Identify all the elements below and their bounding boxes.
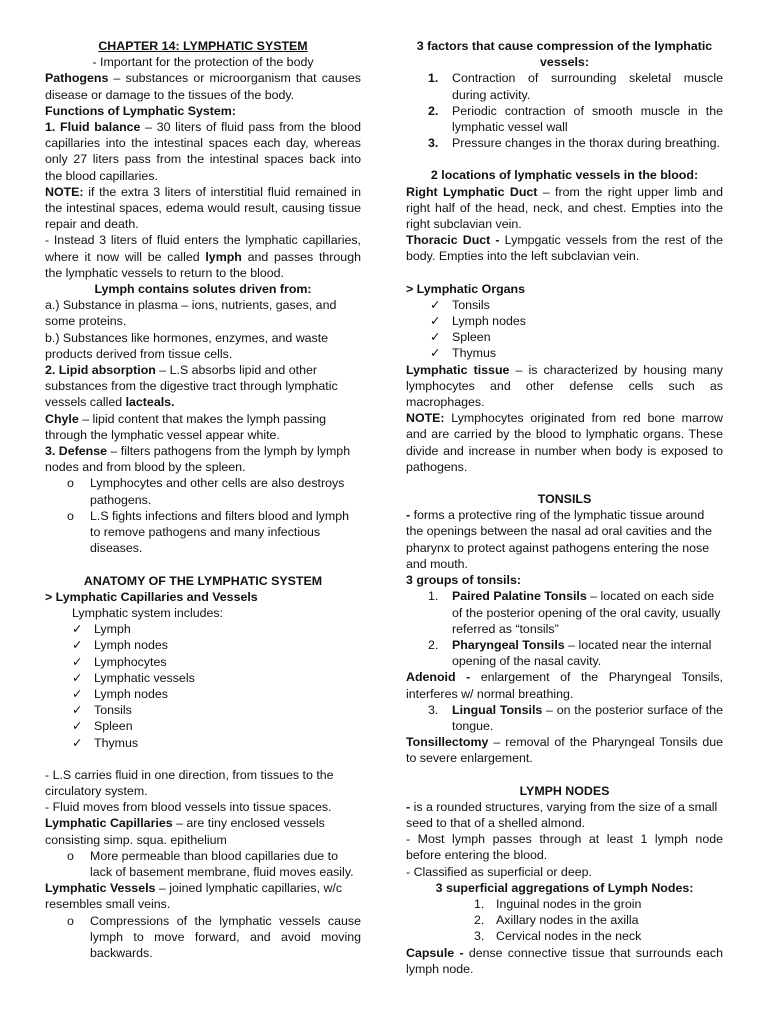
capsule-definition: dense connective tissue that surrounds each lymph node. xyxy=(406,945,723,976)
lingual-tonsils-term: Lingual Tonsils xyxy=(452,702,543,717)
lipid-term: 2. Lipid absorption xyxy=(45,363,156,378)
organs-list xyxy=(430,297,723,362)
instead-text-post: and passes through the lymphatic vessels to return to the blood. xyxy=(45,249,361,280)
list-item xyxy=(428,637,723,669)
nodes-most-paragraph: - Most lymph passes through at least 1 lymph node before entering the blood. xyxy=(406,832,723,863)
includes-label: Lymphatic system includes: xyxy=(72,605,224,620)
list-number: 3. xyxy=(474,929,485,944)
superficial-list xyxy=(474,896,723,945)
tonsillectomy-paragraph xyxy=(406,734,723,766)
includes-item: Tonsils xyxy=(94,703,132,718)
thoracic-duct-paragraph xyxy=(406,232,723,264)
factors-list xyxy=(428,70,723,151)
pharyngeal-tonsils-text xyxy=(452,637,723,669)
instead-text-pre: - Instead 3 liters of fluid enters the lymphatic capillaries, where it now will be called xyxy=(45,233,361,264)
capillaries-bullet-list xyxy=(67,848,361,880)
palatine-tonsils-term: Paired Palatine Tonsils xyxy=(452,589,587,604)
right-note-term: NOTE: xyxy=(406,411,445,426)
list-item xyxy=(72,686,361,702)
pathogens-definition: – substances or microorganism that causes disease or damage to the tissues of the body. xyxy=(45,71,361,102)
list-item xyxy=(428,588,723,637)
palatine-tonsils-definition: – located on each side of the posterior opening of the oral cavity, usually referred as “tonsils” xyxy=(452,589,721,636)
list-item xyxy=(67,848,361,880)
tonsils-intro-paragraph xyxy=(406,507,723,572)
fluid-balance-definition: – 30 liters of fluid pass from the blood capillaries into the intestinal spaces each day, whereas only 27 liters pass from the intestinal spaces back into the blood capillaries. xyxy=(45,120,361,183)
chapter-subtitle: - Important for the protection of the body xyxy=(92,55,314,70)
includes-item: Lymph xyxy=(94,622,131,637)
bullet-marker: o xyxy=(67,508,74,523)
vessels-bullet-list xyxy=(67,913,361,962)
vessels-definition: – joined lymphatic capillaries, w/c resembles small veins. xyxy=(45,881,343,912)
superficial-heading: 3 superficial aggregations of Lymph Nodes: xyxy=(435,880,694,895)
lymph-nodes-heading: LYMPH NODES xyxy=(519,783,610,798)
list-item xyxy=(428,70,723,102)
pathogens-paragraph xyxy=(45,70,361,102)
check-icon: ✓ xyxy=(72,670,83,685)
factor-text: Contraction of surrounding skeletal muscle during activity. xyxy=(452,71,723,102)
lingual-list xyxy=(428,702,723,734)
instead-paragraph xyxy=(45,232,361,281)
includes-list xyxy=(72,621,361,751)
check-icon: ✓ xyxy=(430,314,441,329)
check-icon: ✓ xyxy=(430,346,441,361)
palatine-tonsils-text xyxy=(452,588,723,637)
capillaries-bullet-text: More permeable than blood capillaries due to lack of basement membrane, fluid moves easily. xyxy=(90,848,354,879)
tonsillectomy-definition: – removal of the Pharyngeal Tonsils due to severe enlargement. xyxy=(406,735,723,766)
includes-item: Lymph nodes xyxy=(94,686,168,701)
right-duct-definition: – from the right upper limb and right half of the head, neck, and chest. Empties into the right subclavian vein. xyxy=(406,184,723,232)
defense-term: 3. Defense xyxy=(45,444,107,459)
organ-item: Lymph nodes xyxy=(452,314,526,329)
check-icon: ✓ xyxy=(72,654,83,669)
note-definition: if the extra 3 liters of interstitial fluid remained in the intestinal spaces, edema would result, causing tissue repair and death. xyxy=(45,184,361,232)
adenoid-paragraph xyxy=(406,669,723,701)
list-item xyxy=(67,475,361,507)
tonsils-intro-dash: - xyxy=(406,508,411,523)
bullet-marker: o xyxy=(67,913,74,928)
right-column xyxy=(406,38,723,977)
list-number: 3. xyxy=(428,136,439,151)
lymphatic-tissue-definition: – is characterized by housing many lymphocytes and other defense cells such as macrophages. xyxy=(406,362,723,410)
tonsils-heading: TONSILS xyxy=(537,492,592,507)
note-term: NOTE: xyxy=(45,184,84,199)
defense-definition: – filters pathogens from the lymph by lymph nodes and from blood by the spleen. xyxy=(45,444,351,475)
nodes-intro-text: is a rounded structures, varying from the size of a small seed to that of a shelled almond. xyxy=(406,799,718,830)
organ-item: Thymus xyxy=(452,346,497,361)
tonsil-groups-list xyxy=(428,588,723,669)
functions-heading: Functions of Lymphatic System: xyxy=(45,103,236,118)
capillaries-paragraph xyxy=(45,815,361,847)
right-duct-paragraph xyxy=(406,184,723,233)
chyle-definition: – lipid content that makes the lymph passing through the lymphatic vessel appear white. xyxy=(45,411,327,442)
bullet-marker: o xyxy=(67,848,74,863)
list-item xyxy=(72,735,361,751)
list-number: 1. xyxy=(428,589,439,604)
defense-bullet-text: L.S fights infections and filters blood and lymph to remove pathogens and many infectious diseases. xyxy=(90,508,349,556)
organs-heading: > Lymphatic Organs xyxy=(406,281,526,296)
vessels-paragraph xyxy=(45,880,361,912)
organ-item: Spleen xyxy=(452,330,491,345)
lymphatic-tissue-term: Lymphatic tissue xyxy=(406,362,510,377)
solutes-heading: Lymph contains solutes driven from: xyxy=(94,282,312,297)
check-icon: ✓ xyxy=(72,686,83,701)
tonsils-intro-text: forms a protective ring of the lymphatic tissue around the openings between the nasal ad oral cavities and the pharynx to protect against pathogens entering the nose and mouth. xyxy=(406,508,712,571)
superficial-item: Inguinal nodes in the groin xyxy=(496,896,642,911)
capillaries-heading: > Lymphatic Capillaries and Vessels xyxy=(45,589,258,604)
adenoid-term: Adenoid - xyxy=(406,670,471,685)
fluid-balance-term: 1. Fluid balance xyxy=(45,120,141,135)
lacteals-term: lacteals. xyxy=(125,395,175,410)
spacer xyxy=(406,767,723,783)
capillaries-term: Lymphatic Capillaries xyxy=(45,816,173,831)
list-number: 2. xyxy=(428,103,439,118)
spacer xyxy=(406,475,723,491)
list-item xyxy=(72,702,361,718)
superficial-item: Cervical nodes in the neck xyxy=(496,929,642,944)
factors-heading: 3 factors that cause compression of the lymphatic vessels: xyxy=(416,39,713,70)
spacer xyxy=(406,151,723,167)
thoracic-duct-term: Thoracic Duct - xyxy=(406,233,500,248)
lingual-tonsils-text xyxy=(452,702,723,734)
list-item xyxy=(428,702,723,734)
chapter-title: CHAPTER 14: LYMPHATIC SYSTEM xyxy=(98,39,308,53)
list-number: 1. xyxy=(474,896,485,911)
superficial-item: Axillary nodes in the axilla xyxy=(496,913,639,928)
note-paragraph xyxy=(45,184,361,233)
locations-heading: 2 locations of lymphatic vessels in the blood: xyxy=(430,168,699,183)
check-icon: ✓ xyxy=(430,297,441,312)
list-item xyxy=(474,928,723,944)
pharyngeal-tonsils-definition: – located near the internal opening of the nasal cavity. xyxy=(452,637,712,669)
spacer xyxy=(406,265,723,281)
check-icon: ✓ xyxy=(72,638,83,653)
moves-paragraph: - Fluid moves from blood vessels into tissue spaces. xyxy=(45,800,332,815)
carries-paragraph: - L.S carries fluid in one direction, from tissues to the circulatory system. xyxy=(45,767,334,798)
nodes-intro-paragraph xyxy=(406,799,723,831)
check-icon: ✓ xyxy=(72,719,83,734)
nodes-intro-dash: - xyxy=(406,799,411,814)
lingual-tonsils-definition: – on the posterior surface of the tongue. xyxy=(452,702,723,733)
adenoid-definition: enlargement of the Pharyngeal Tonsils, interferes w/ normal breathing. xyxy=(406,670,723,701)
factor-text: Periodic contraction of smooth muscle in the lymphatic vessel wall xyxy=(452,103,723,135)
list-item xyxy=(72,670,361,686)
capsule-term: Capsule - xyxy=(406,945,464,960)
list-item xyxy=(428,103,723,135)
nodes-class-paragraph: - Classified as superficial or deep. xyxy=(406,864,592,879)
list-item xyxy=(430,345,723,361)
solute-b: b.) Substances like hormones, enzymes, and waste products derived from tissue cells. xyxy=(45,330,329,361)
includes-item: Lymphatic vessels xyxy=(94,670,195,685)
vessels-bullet-text: Compressions of the lymphatic vessels cause lymph to move forward, and avoid moving backwards. xyxy=(90,913,361,960)
right-note-definition: Lymphocytes originated from red bone marrow and are carried by the blood to lymphatic organs. These divide and increase in number when body is exposed to pathogens. xyxy=(406,411,723,474)
left-column xyxy=(45,38,361,961)
instead-text-bold: lymph xyxy=(205,249,242,264)
bullet-marker: o xyxy=(67,476,74,491)
list-item xyxy=(72,718,361,734)
list-item xyxy=(430,313,723,329)
thoracic-duct-definition: Lympgatic vessels from the rest of the body. Empties into the left subclavian vein. xyxy=(406,233,723,264)
list-item xyxy=(474,912,723,928)
list-item xyxy=(67,508,361,557)
right-duct-term: Right Lymphatic Duct xyxy=(406,184,538,199)
check-icon: ✓ xyxy=(430,330,441,345)
right-note-paragraph xyxy=(406,410,723,475)
list-number: 2. xyxy=(428,637,439,652)
defense-paragraph xyxy=(45,443,361,475)
list-item xyxy=(430,297,723,313)
list-item xyxy=(67,913,361,962)
capillaries-definition: – are tiny enclosed vessels consisting simp. squa. epithelium xyxy=(45,816,325,847)
list-item xyxy=(428,135,723,151)
vessels-term: Lymphatic Vessels xyxy=(45,881,156,896)
includes-item: Lymph nodes xyxy=(94,638,168,653)
spacer xyxy=(45,751,361,767)
check-icon: ✓ xyxy=(72,735,83,750)
defense-bullet-list xyxy=(67,475,361,556)
list-item xyxy=(72,654,361,670)
solute-a: a.) Substance in plasma – ions, nutrients, gases, and some proteins. xyxy=(45,298,337,329)
pharyngeal-tonsils-term: Pharyngeal Tonsils xyxy=(452,637,565,652)
tonsillectomy-term: Tonsillectomy xyxy=(406,735,489,750)
pathogens-term: Pathogens xyxy=(45,71,109,86)
list-item xyxy=(72,621,361,637)
list-number: 2. xyxy=(474,913,485,928)
list-item xyxy=(474,896,723,912)
factor-text: Pressure changes in the thorax during breathing. xyxy=(452,136,720,151)
spacer xyxy=(45,557,361,573)
includes-item: Lymphocytes xyxy=(94,654,167,669)
tonsil-groups-heading: 3 groups of tonsils: xyxy=(406,573,521,588)
list-item xyxy=(72,637,361,653)
lipid-definition: – L.S absorbs lipid and other substances from the digestive tract through lymphatic vessels called xyxy=(45,363,338,410)
check-icon: ✓ xyxy=(72,622,83,637)
includes-item: Spleen xyxy=(94,719,133,734)
anatomy-heading: ANATOMY OF THE LYMPHATIC SYSTEM xyxy=(83,573,323,588)
organ-item: Tonsils xyxy=(452,297,490,312)
includes-item: Thymus xyxy=(94,735,139,750)
list-item xyxy=(430,329,723,345)
chyle-paragraph xyxy=(45,411,361,443)
defense-bullet-text: Lymphocytes and other cells are also destroys pathogens. xyxy=(90,476,345,507)
list-number: 3. xyxy=(428,702,439,717)
lipid-paragraph xyxy=(45,362,361,411)
lymphatic-tissue-paragraph xyxy=(406,362,723,411)
fluid-balance-paragraph xyxy=(45,119,361,184)
check-icon: ✓ xyxy=(72,703,83,718)
list-number: 1. xyxy=(428,71,439,86)
chyle-term: Chyle xyxy=(45,411,79,426)
capsule-paragraph xyxy=(406,945,723,977)
